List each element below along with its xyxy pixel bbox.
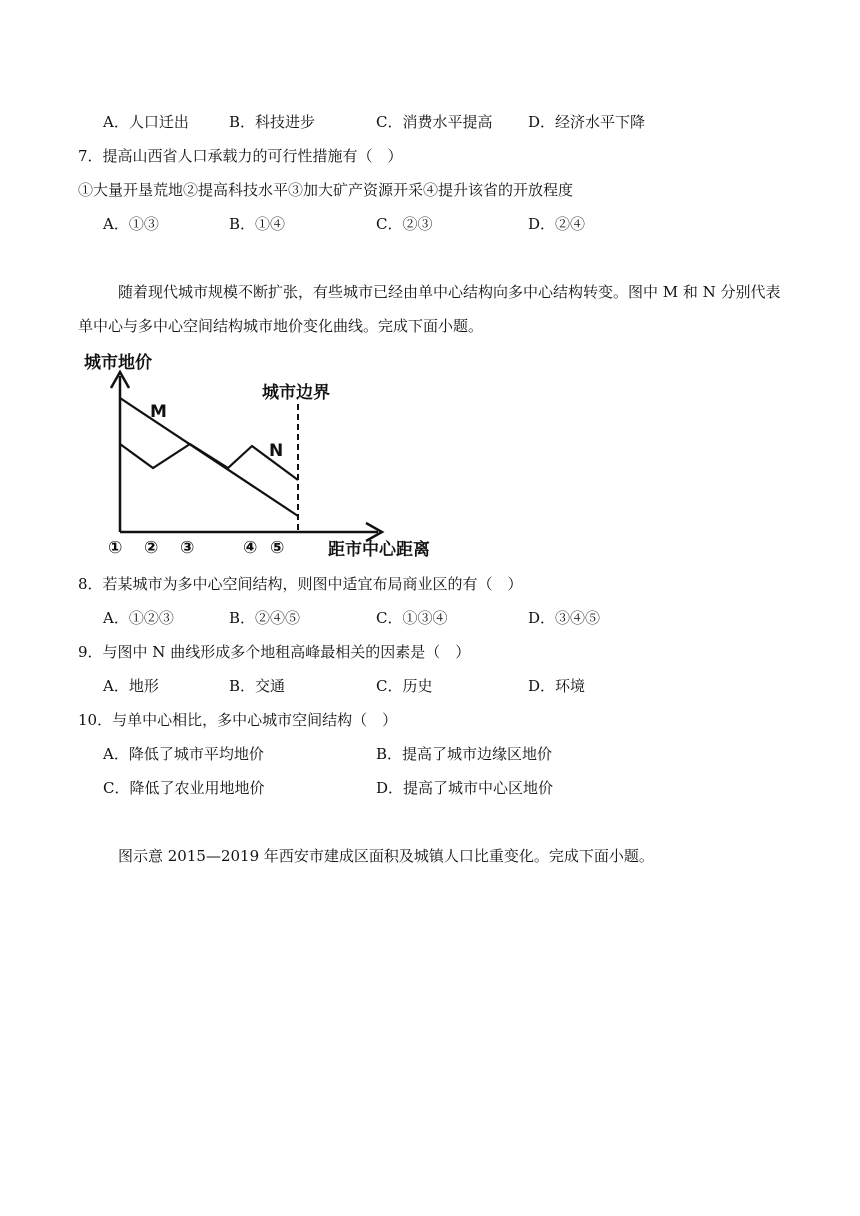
q9-option-c: C．历史 bbox=[376, 677, 433, 695]
q9-option-d: D．环境 bbox=[528, 677, 586, 695]
curve-m-label: M bbox=[150, 402, 167, 422]
q10-option-c: C．降低了农业用地地价 bbox=[103, 779, 265, 797]
q6-option-c: C．消费水平提高 bbox=[376, 113, 493, 131]
q7-option-b: B．①④ bbox=[229, 215, 286, 233]
q10-option-a: A．降低了城市平均地价 bbox=[103, 745, 264, 763]
q10-option-d: D．提高了城市中心区地价 bbox=[376, 779, 554, 797]
q7-stem: 7．提高山西省人口承载力的可行性措施有（ ） bbox=[78, 147, 403, 165]
q6-option-a: A．人口迁出 bbox=[103, 113, 189, 131]
point-4: ④ bbox=[243, 538, 258, 558]
q8-option-a: A．①②③ bbox=[103, 609, 174, 627]
y-axis-label: 城市地价 bbox=[84, 353, 152, 373]
intro1-line1: 随着现代城市规模不断扩张，有些城市已经由单中心结构向多中心结构转变。图中 M 和 N 分别代表 bbox=[118, 283, 781, 301]
q8-option-d: D．③④⑤ bbox=[528, 609, 601, 627]
land-price-figure bbox=[78, 346, 448, 564]
intro2-text: 图示意 2015—2019 年西安市建成区面积及城镇人口比重变化。完成下面小题。 bbox=[118, 847, 654, 865]
q9-option-b: B．交通 bbox=[229, 677, 286, 695]
point-2: ② bbox=[144, 538, 159, 558]
q9-option-a: A．地形 bbox=[103, 677, 159, 695]
q6-option-b: B．科技进步 bbox=[229, 113, 316, 131]
curve-n-label: N bbox=[269, 441, 284, 461]
q7-option-c: C．②③ bbox=[376, 215, 433, 233]
q10-stem: 10．与单中心相比，多中心城市空间结构（ ） bbox=[78, 711, 398, 729]
intro1-line2: 单中心与多中心空间结构城市地价变化曲线。完成下面小题。 bbox=[78, 317, 484, 335]
x-axis-label: 距市中心距离 bbox=[328, 540, 430, 560]
point-3: ③ bbox=[180, 538, 195, 558]
point-1: ① bbox=[108, 538, 123, 558]
q8-stem: 8．若某城市为多中心空间结构，则图中适宜布局商业区的有（ ） bbox=[78, 575, 523, 593]
q7-option-d: D．②④ bbox=[528, 215, 586, 233]
q7-statements: ①大量开垦荒地②提高科技水平③加大矿产资源开采④提升该省的开放程度 bbox=[78, 181, 574, 199]
point-5: ⑤ bbox=[270, 538, 285, 558]
q8-option-c: C．①③④ bbox=[376, 609, 448, 627]
q10-option-b: B．提高了城市边缘区地价 bbox=[376, 745, 553, 763]
q7-option-a: A．①③ bbox=[103, 215, 159, 233]
q6-option-d: D．经济水平下降 bbox=[528, 113, 646, 131]
q8-option-b: B．②④⑤ bbox=[229, 609, 301, 627]
q9-stem: 9．与图中 N 曲线形成多个地租高峰最相关的因素是（ ） bbox=[78, 643, 471, 661]
city-boundary-label: 城市边界 bbox=[262, 383, 330, 403]
